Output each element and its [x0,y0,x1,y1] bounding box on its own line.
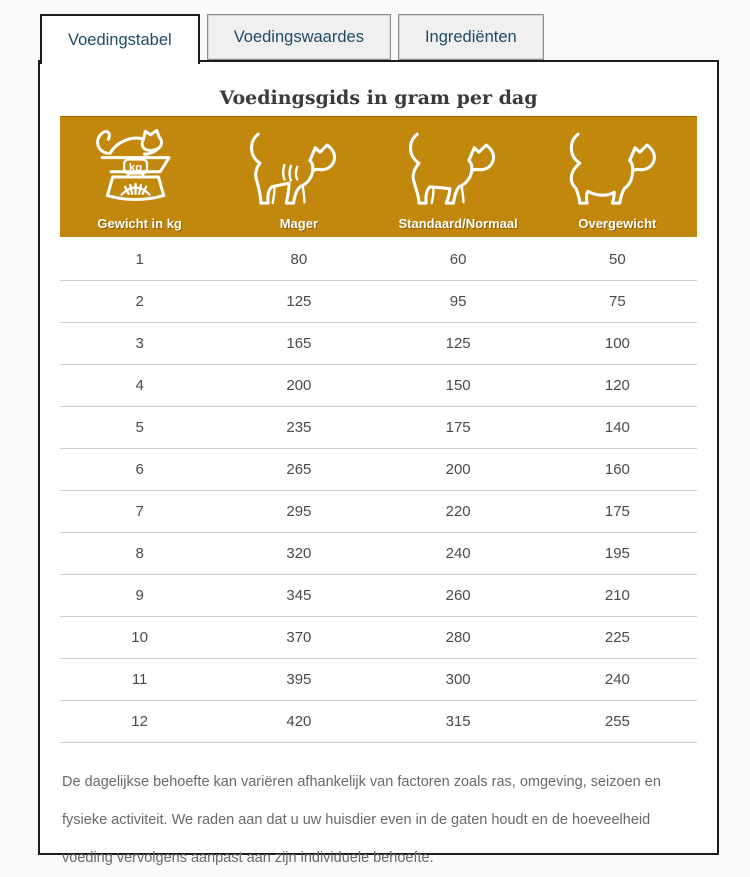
footnote-text: De dagelijkse behoefte kan variëren afhankelijk van factoren zoals ras, omgeving, seizoen en fysieke activiteit. We raden aan dat u uw huisdier even in de gaten houdt en de hoeveelheid voeding vervolgens aanpast aan zijn individuele behoefte. [62,774,661,866]
page-title: Voedingsgids in gram per dag [219,87,538,109]
feeding-table [60,239,697,743]
thin-cat-icon [240,126,358,214]
tab-voedingswaardes[interactable] [207,14,391,60]
tab-voedingstabel[interactable] [40,14,200,64]
table-cell: 160 [538,449,697,491]
table-cell: 125 [219,281,378,323]
column-header-overweight [538,117,697,237]
table-cell: 1 [60,239,219,281]
table-cell: 175 [538,491,697,533]
feeding-guide-panel [38,60,719,866]
table-cell: 4 [60,365,219,407]
table-row [60,617,697,659]
table-cell: 200 [379,449,538,491]
table-cell: 165 [219,323,378,365]
table-cell: 100 [538,323,697,365]
table-cell: 300 [379,659,538,701]
tab-bar [40,14,544,64]
kg-unit-label: kg [128,161,142,174]
table-cell: 7 [60,491,219,533]
table-cell: 80 [219,239,378,281]
table-cell: 125 [379,323,538,365]
table-cell: 265 [219,449,378,491]
table-cell: 150 [379,365,538,407]
table-cell: 5 [60,407,219,449]
table-cell: 9 [60,575,219,617]
table-cell: 10 [60,617,219,659]
table-cell: 260 [379,575,538,617]
table-cell: 195 [538,533,697,575]
table-cell: 255 [538,701,697,743]
column-label: Gewicht in kg [97,216,182,231]
tab-label: Voedingswaardes [233,27,364,46]
table-cell: 210 [538,575,697,617]
table-cell: 235 [219,407,378,449]
table-cell: 8 [60,533,219,575]
table-row [60,323,697,365]
table-cell: 11 [60,659,219,701]
table-cell: 140 [538,407,697,449]
table-row [60,533,697,575]
column-header-weight [60,117,219,237]
table-cell: 315 [379,701,538,743]
column-label: Standaard/Normaal [398,216,518,231]
table-row [60,659,697,701]
tab-ingredienten[interactable] [398,14,544,60]
cat-on-scale-icon [81,126,199,214]
table-cell: 12 [60,701,219,743]
table-cell: 60 [379,239,538,281]
table-cell: 240 [379,533,538,575]
tab-label: Voedingstabel [68,30,172,49]
table-row [60,701,697,743]
table-header-band [60,116,697,237]
table-row [60,491,697,533]
table-cell: 295 [219,491,378,533]
table-cell: 240 [538,659,697,701]
column-label: Overgewicht [578,216,657,231]
table-cell: 175 [379,407,538,449]
table-row [60,239,697,281]
table-cell: 2 [60,281,219,323]
table-cell: 225 [538,617,697,659]
table-cell: 120 [538,365,697,407]
column-header-normal [379,117,538,237]
table-row [60,575,697,617]
column-label: Mager [279,216,319,231]
table-cell: 345 [219,575,378,617]
table-row [60,449,697,491]
table-cell: 200 [219,365,378,407]
table-cell: 320 [219,533,378,575]
table-cell: 50 [538,239,697,281]
table-row [60,407,697,449]
table-cell: 75 [538,281,697,323]
table-row [60,365,697,407]
table-cell: 370 [219,617,378,659]
table-row [60,281,697,323]
overweight-cat-icon [558,126,676,214]
table-cell: 420 [219,701,378,743]
column-header-thin [219,117,378,237]
table-cell: 395 [219,659,378,701]
normal-cat-icon [399,126,517,214]
table-cell: 220 [379,491,538,533]
table-cell: 3 [60,323,219,365]
table-cell: 280 [379,617,538,659]
tab-label: Ingrediënten [424,27,517,46]
table-cell: 6 [60,449,219,491]
table-body [60,239,697,743]
table-cell: 95 [379,281,538,323]
